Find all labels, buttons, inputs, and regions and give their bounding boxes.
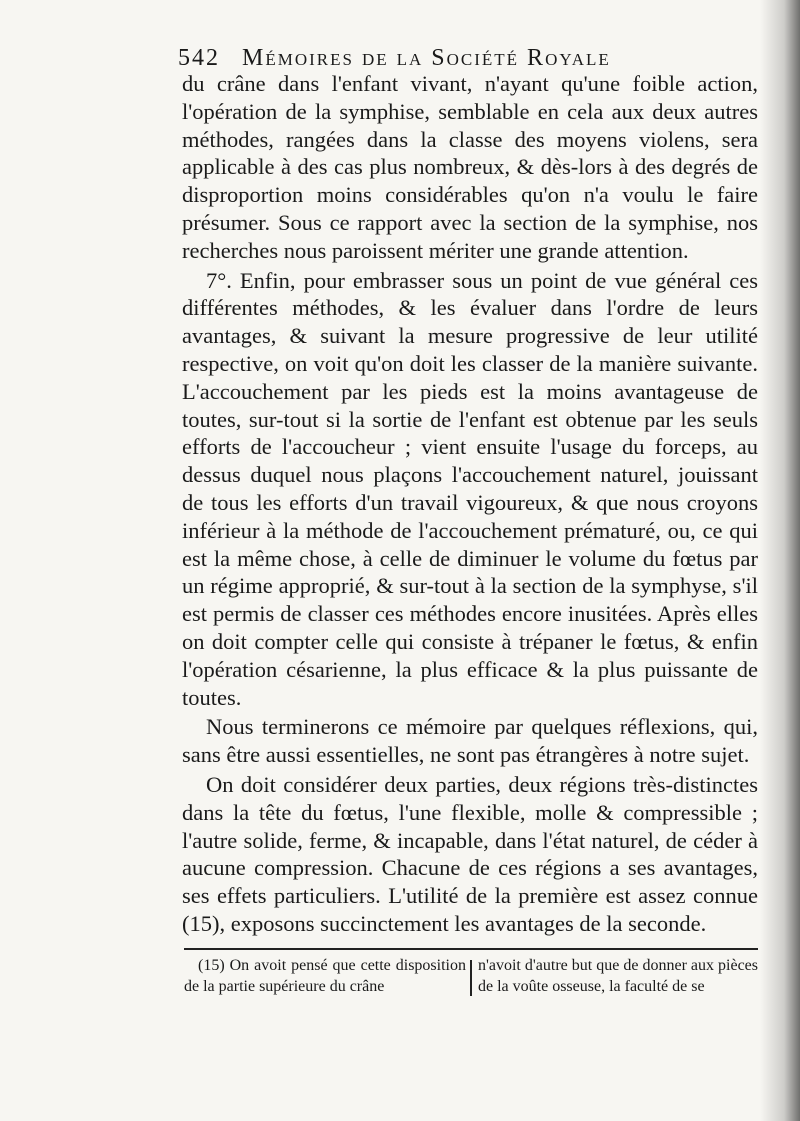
paragraph: On doit considérer deux parties, deux régions très-distinctes dans la tête du fœtus, l'une flexible, molle & compressible ; l'autre solide, ferme, & incapable, dans l'état naturel, de céder à aucune compression. Chacune de ces régions a ses avantages, ses effets particuliers. L'utilité de la première est assez connue (15), exposons succinctement les avantages de la seconde. [182, 771, 758, 936]
footnote-rule [184, 948, 758, 950]
footnote-column-divider [470, 960, 472, 996]
paragraph: Nous terminerons ce mémoire par quelques réflexions, qui, sans être aussi essentielles, ne sont pas étrangères à notre sujet. [182, 714, 758, 768]
running-header [178, 44, 738, 72]
running-title: Mémoires de la Société Royale [242, 45, 611, 71]
footnote-right-column: n'avoit d'autre but que de donner aux pièces de la voûte osseuse, la faculté de se [478, 957, 758, 995]
page-gutter-shadow [760, 0, 800, 1121]
paragraph: 7°. Enfin, pour embrasser sous un point de vue général ces différentes méthodes, & les évaluer dans l'ordre de leurs avantages, & suivant la mesure progressive de leur utilité respective, on voit qu'on doit les classer de la manière suivante. L'accouchement par les pieds est la moins avantageuse de toutes, sur-tout si la sortie de l'enfant est obtenue par les seuls efforts de l'accoucheur ; vient ensuite l'usage du forceps, au dessus duquel nous plaçons l'accouchement naturel, jouissant de tous les efforts d'un travail vigoureux, & que nous croyons inférieur à la méthode de l'accouchement prématuré, ou, ce qui est la même chose, à celle de diminuer le volume du fœtus par un régime approprié, & sur-tout à la section de la symphyse, s'il est permis de classer ces méthodes encore inusitées. Après elles on doit compter celle qui consiste à trépaner le fœtus, & enfin l'opération césarienne, la plus efficace & la plus puissante de toutes. [182, 267, 758, 710]
page-number: 542 [178, 45, 220, 71]
main-text [182, 70, 758, 938]
paragraph: du crâne dans l'enfant vivant, n'ayant qu'une foible action, l'opération de la symphise, semblable en cela aux deux autres méthodes, rangées dans la classe des moyens violens, sera applicable à des cas plus nombreux, & dès-lors à des degrés de disproportion moins considérables qu'on n'a voulu le faire présumer. Sous ce rapport avec la section de la symphise, nos recherches nous paroissent mériter une grande attention. [182, 71, 758, 263]
footnote-left-column: (15) On avoit pensé que cette disposition de la partie supérieure du crâne [184, 957, 466, 995]
